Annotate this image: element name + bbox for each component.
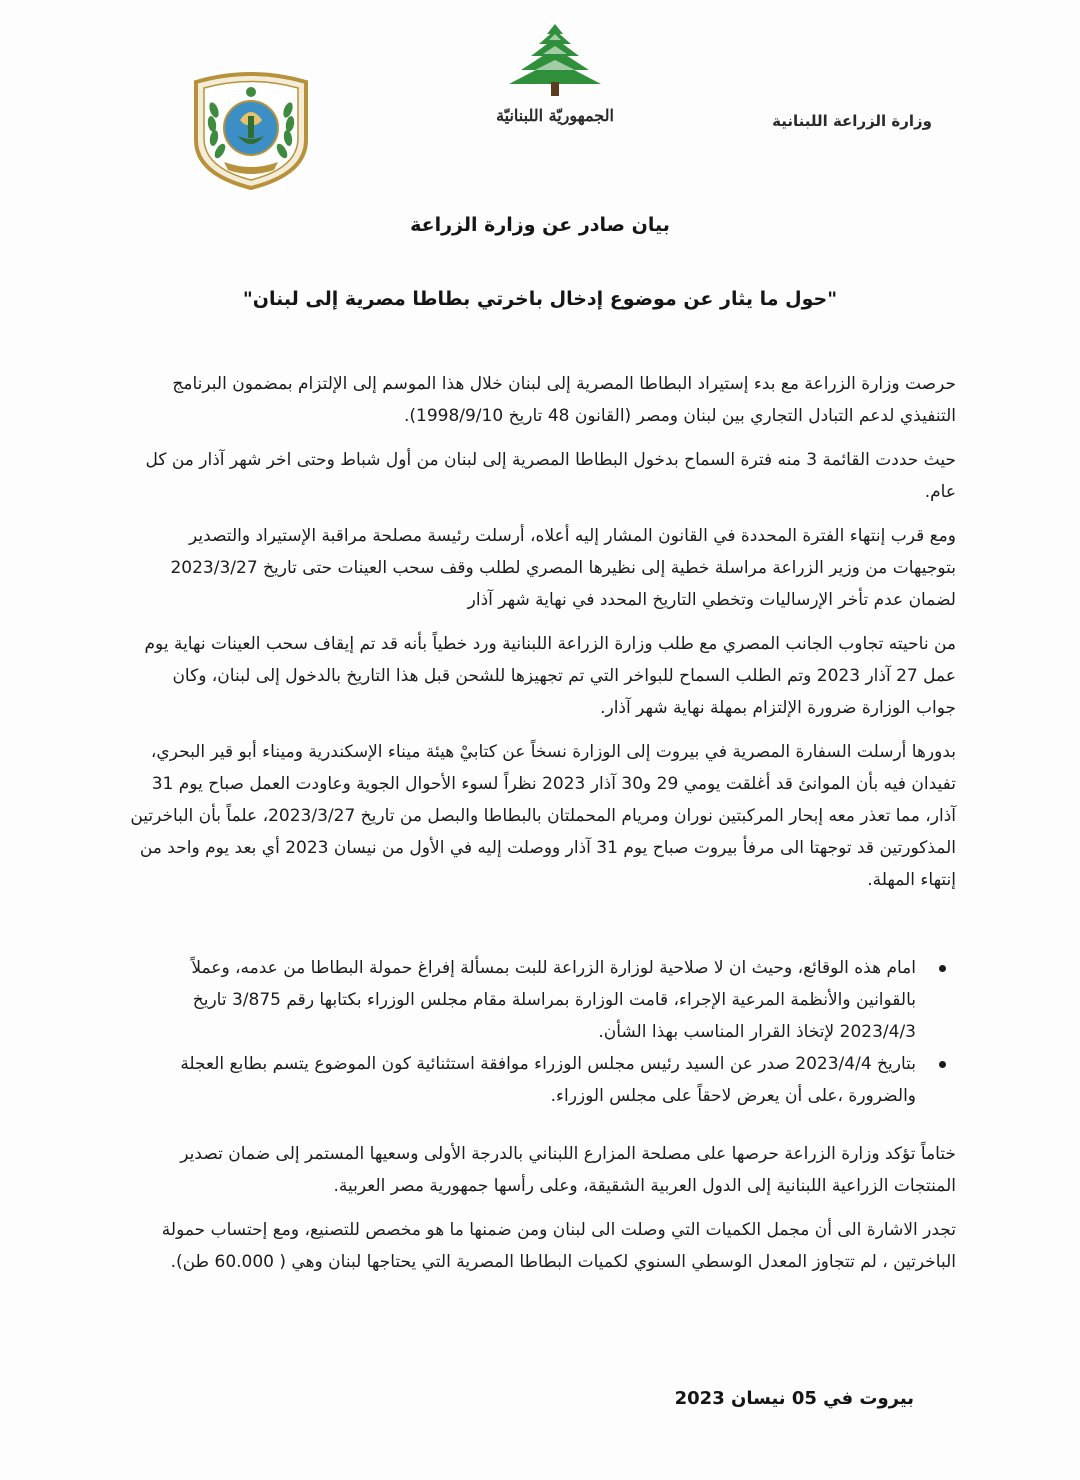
document-subtitle: "حول ما يثار عن موضوع إدخال باخرتي بطاطا مصرية إلى لبنان" xyxy=(242,288,838,310)
paragraph: حيث حددت القائمة 3 منه فترة السماح بدخول البطاطا المصرية إلى لبنان من أول شباط وحتى اخر شهر آذار من كل عام. xyxy=(145,450,956,502)
paragraph: من ناحيته تجاوب الجانب المصري مع طلب وزارة الزراعة اللبنانية ورد خطياً بأنه قد تم إيقاف سحب العينات نهاية يوم عمل 27 آذار 2023 وتم الطلب السماح للبواخر التي تم تجهيزها للشحن قبل هذا التاريخ بالدخول إلى لبنان، وكان جواب الوزارة ضرورة الإلتزام بمهلة نهاية شهر آذار. xyxy=(144,634,956,718)
place-and-date: بيروت في 05 نيسان 2023 xyxy=(674,1388,914,1409)
paragraph: بدورها أرسلت السفارة المصرية في بيروت إلى الوزارة نسخاً عن كتابيْ هيئة ميناء الإسكندرية وميناء أبو قير البحري، تفيدان فيه بأن الموانئ قد أغلقت يومي 29 و30 آذار 2023 نظراً لسوء الأحوال الجوية وعاودت العمل صباح يوم 31 آذار، مما تعذر معه إبحار المركبتين نوران ومريام المحملتان بالبطاطا والبصل من تاريخ 2023/3/27، علماً بأن الباخرتين المذكورتين قد توجهتا الى مرفأ بيروت صباح يوم 31 آذار ووصلت إليه في الأول من نيسان 2023 أي بعد يوم واحد من إنتهاء المهلة. xyxy=(130,742,956,890)
list-item xyxy=(128,1048,916,1112)
document-title: بيان صادر عن وزارة الزراعة xyxy=(410,214,670,236)
bullet-list xyxy=(128,952,956,1112)
bullet-dot-icon xyxy=(939,1061,946,1068)
list-item xyxy=(128,952,916,1048)
paragraph: ومع قرب إنتهاء الفترة المحددة في القانون المشار إليه أعلاه، أرسلت رئيسة مصلحة مراقبة الإستيراد والتصدير بتوجيهات من وزير الزراعة مراسلة خطية إلى نظيرها المصري لطلب وقف سحب العينات حتى تاريخ 2023/3/27 لضمان عدم تأخر الإرساليات وتخطي التاريخ المحدد في نهاية شهر آذار xyxy=(170,526,956,610)
bullet-text: بتاريخ 2023/4/4 صدر عن السيد رئيس مجلس الوزراء موافقة استثنائية كون الموضوع يتسم بطابع العجلة والضرورة ،على أن يعرض لاحقاً على مجلس الوزراء. xyxy=(180,1054,916,1106)
document-body xyxy=(128,368,956,1290)
ministry-seal-icon xyxy=(188,70,314,190)
closing-paragraph: ختاماً تؤكد وزارة الزراعة حرصها على مصلحة المزارع اللبناني بالدرجة الأولى وسعيها المستمر إلى ضمان تصدير المنتجات الزراعية اللبنانية إلى الدول العربية الشقيقة، وعلى رأسها جمهورية مصر العربية. xyxy=(180,1144,956,1196)
cedar-tree-icon xyxy=(505,22,605,100)
bullet-text: امام هذه الوقائع، وحيث ان لا صلاحية لوزارة الزراعة للبت بمسألة إفراغ حمولة البطاطا من عدمه، وعملاً بالقوانين والأنظمة المرعية الإجراء، قامت الوزارة بمراسلة مقام مجلس الوزراء بكتابها رقم 3/875 تاريخ 2023/4/3 لإتخاذ القرار المناسب بهذا الشأن. xyxy=(191,958,916,1042)
closing-paragraph: تجدر الاشارة الى أن مجمل الكميات التي وصلت الى لبنان ومن ضمنها ما هو مخصص للتصنيع، ومع إحتساب حمولة الباخرتين ، لم تتجاوز المعدل الوسطي السنوي لكميات البطاطا المصرية التي يحتاجها لبنان وهي ( 60.000 طن). xyxy=(161,1220,956,1272)
paragraph: حرصت وزارة الزراعة مع بدء إستيراد البطاطا المصرية إلى لبنان خلال هذا الموسم إلى الإلتزام بمضمون البرنامج التنفيذي لدعم التبادل التجاري بين لبنان ومصر (القانون 48 تاريخ 1998/9/10). xyxy=(172,374,956,426)
letterhead xyxy=(0,0,1080,200)
ministry-name: وزارة الزراعة اللبنانية xyxy=(772,112,932,130)
republic-name: الجمهوريّة اللبنانيّة xyxy=(496,106,614,125)
bullet-dot-icon xyxy=(939,965,946,972)
